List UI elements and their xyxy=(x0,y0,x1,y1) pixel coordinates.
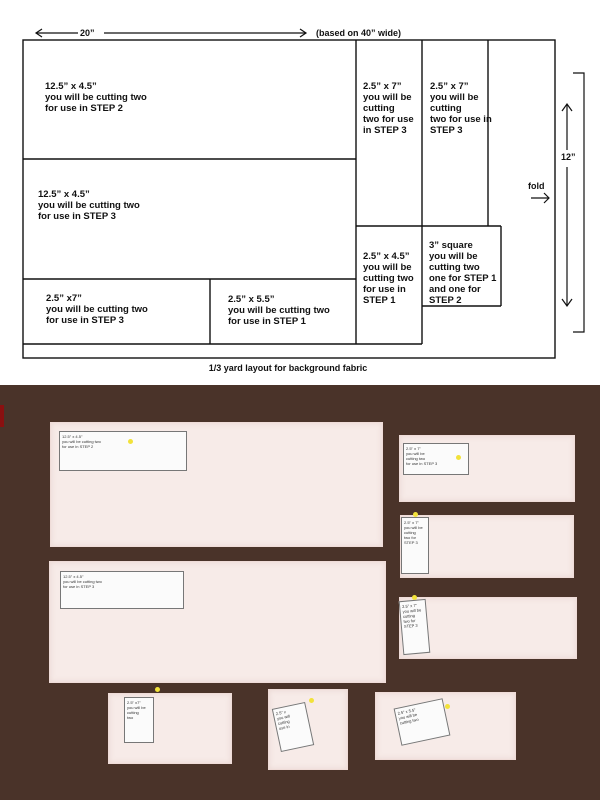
pin-icon xyxy=(413,512,418,517)
piece-label-2: 12.5” x 4.5” you will be cutting two for use in STEP 3 xyxy=(38,189,140,222)
piece-tag: 2.5" x 7" you will be cutting two for STEP 3 xyxy=(399,599,431,655)
fold-label: fold xyxy=(528,181,545,191)
piece-label-8: 3” square you will be cutting two one for STEP 1 and one for STEP 2 xyxy=(429,240,497,306)
piece-tag: 2.5" x 7" you will be cutting two for STEP 3 xyxy=(401,517,429,574)
fabric-layout-diagram xyxy=(0,0,600,383)
piece-label-6: 2.5” x 7” you will be cutting two for use in STEP 3 xyxy=(430,81,492,136)
piece-label-3: 2.5” x7” you will be cutting two for use in STEP 3 xyxy=(46,293,148,326)
piece-tag: 2.5" x 5.5" you will be cutting two xyxy=(394,698,451,746)
piece-label-5: 2.5” x 7” you will be cutting two for use in STEP 3 xyxy=(363,81,414,136)
piece-label-4: 2.5” x 5.5” you will be cutting two for use in STEP 1 xyxy=(228,294,330,327)
diagram-caption: 1/3 yard layout for background fabric xyxy=(208,363,368,373)
piece-tag: 12.5" x 4.5" you will be cutting two for use in STEP 2 xyxy=(59,431,187,471)
pin-icon xyxy=(456,455,461,460)
piece-tag: 2.5" x you will cutting use in xyxy=(272,702,314,752)
piece-label-1: 12.5” x 4.5” you will be cutting two for use in STEP 2 xyxy=(45,81,147,114)
pin-icon xyxy=(445,704,450,709)
pin-icon xyxy=(412,595,417,600)
piece-tag: 12.5" x 4.5" you will be cutting two for use in STEP 3 xyxy=(60,571,184,609)
width-label: 20” xyxy=(80,28,95,38)
fold-arrow xyxy=(531,193,549,203)
piece-label-7: 2.5” x 4.5” you will be cutting two for use in STEP 1 xyxy=(363,251,414,306)
piece-tag: 2.5" x 7" you will be cutting two for use in STEP 3 xyxy=(403,443,469,475)
height-label: 12” xyxy=(561,152,576,162)
pin-icon xyxy=(155,687,160,692)
photo-edge xyxy=(0,405,4,427)
cut-pieces-photo xyxy=(0,385,600,800)
pin-icon xyxy=(128,439,133,444)
height-arrow xyxy=(562,104,572,306)
pin-icon xyxy=(309,698,314,703)
piece-tag: 2.5" x7" you will be cutting two xyxy=(124,697,154,743)
based-on-note: (based on 40” wide) xyxy=(316,28,402,38)
height-bracket xyxy=(573,73,584,332)
width-arrow xyxy=(36,29,306,37)
